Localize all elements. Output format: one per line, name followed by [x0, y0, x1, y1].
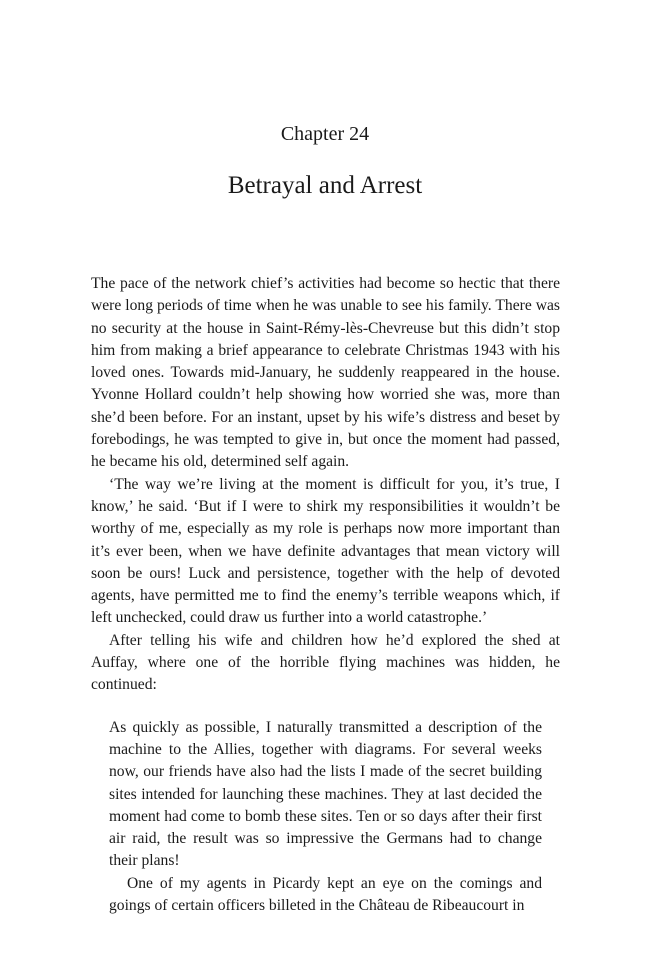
paragraph: The pace of the network chief’s activities had become so hectic that there were long periods of time when he was unable to see his family. There was no security at the house in Saint-Rémy-lès-Chevreuse but this didn’t stop him from making a brief appearance to celebrate Christmas 1943 with his loved ones. Towards mid-January, he suddenly reappeared in the house. Yvonne Hollard couldn’t help showing how worried she was, more than she’d been before. For an instant, upset by his wife’s distress and beset by forebodings, he was tempted to give in, but once the moment had passed, he became his old, determined self again.: [91, 275, 560, 471]
block-quote: [109, 717, 542, 918]
quote-paragraph: As quickly as possible, I naturally transmitted a description of the machine to the Allies, together with diagrams. For several weeks now, our friends have also had the lists I made of the secret building sites intended for launching these machines. They at last decided the moment had come to bomb these sites. Ten or so days after their first air raid, the result was so impressive the Germans had to change their plans!: [109, 718, 542, 870]
paragraph: After telling his wife and children how he’d explored the shed at Auffay, where one of the horrible flying machines was hidden, he continued:: [91, 631, 560, 694]
chapter-body: [91, 273, 560, 917]
paragraph: ‘The way we’re living at the moment is difficult for you, it’s true, I know,’ he said. ‘But if I were to shirk my responsibilities it wouldn’t be worthy of me, especially as my role is perhaps now more important than it’s ever been, when we have definite advantages that mean victory will soon be ours! Luck and persistence, together with the help of devoted agents, have permitted me to find the enemy’s terrible weapons which, if left unchecked, could draw us further into a world catastrophe.’: [91, 475, 560, 627]
chapter-number: Chapter 24: [280, 123, 370, 145]
quote-paragraph: One of my agents in Picardy kept an eye on the comings and goings of certain officers billeted in the Château de Ribeaucourt in: [109, 874, 542, 915]
chapter-title: Betrayal and Arrest: [227, 172, 423, 199]
